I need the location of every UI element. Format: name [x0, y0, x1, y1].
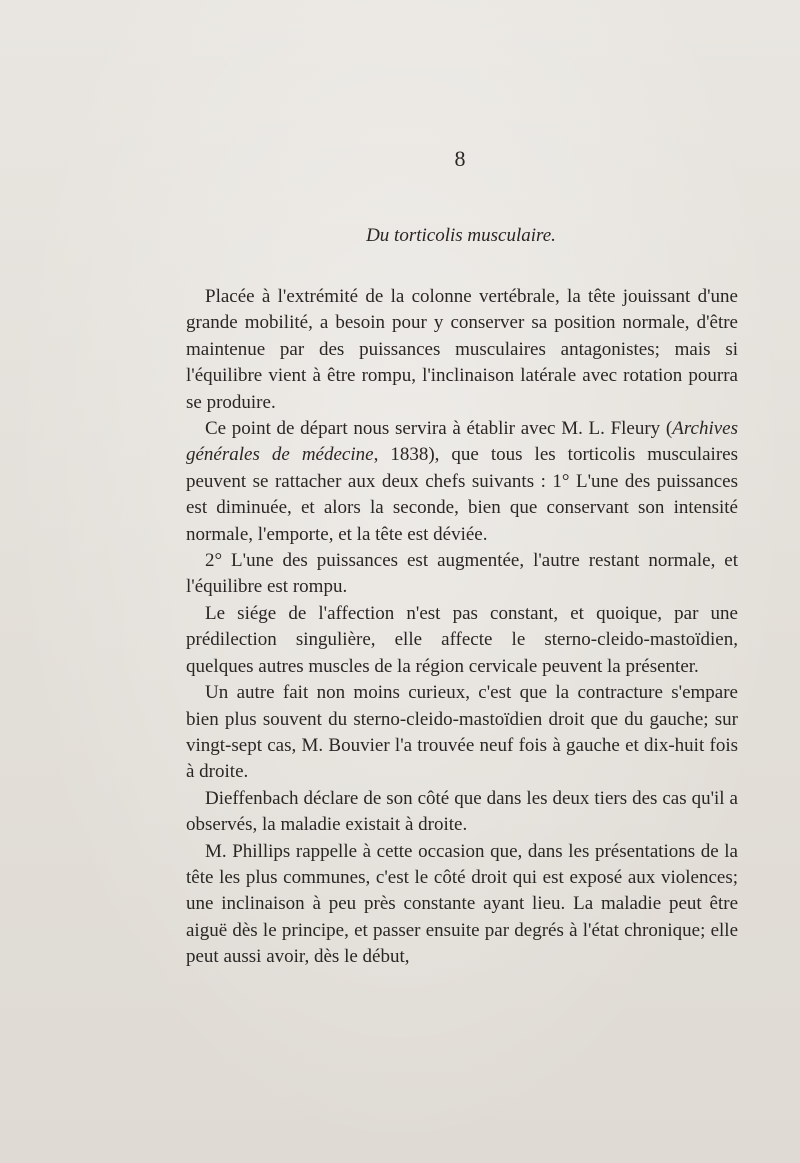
- paragraph-7: M. Phillips rappelle à cette occasion que, dans les présentations de la tête les plus communes, c'est le côté droit qui est exposé aux violences; une inclinaison à peu près constante ayant lieu. La maladie peut être aiguë dès le principe, et passer ensuite par degrés à l'état chronique; elle peut aussi avoir, dès le début,: [186, 840, 738, 968]
- body-text: [186, 284, 738, 971]
- paragraph-6: Dieffenbach déclare de son côté que dans les deux tiers des cas qu'il a observés, la maladie existait à droite.: [186, 787, 738, 836]
- paragraph-3: 2° L'une des puissances est augmentée, l'autre restant normale, et l'équilibre est rompu.: [186, 550, 738, 598]
- paragraph-4: Le siége de l'affection n'est pas constant, et quoique, par une prédilection singulière, elle affecte le sterno-cleido-mastoïdien, quelques autres muscles de la région cervicale peuvent la présenter.: [186, 602, 738, 677]
- paragraph-2-before: Ce point de départ nous servira à établir avec M. L. Fleury (: [205, 418, 673, 440]
- paragraph-2: [186, 416, 738, 548]
- section-title: Du torticolis musculaire.: [366, 225, 556, 246]
- paragraph-2-after: , 1838), que tous les torticolis musculaires peuvent se rattacher aux deux chefs suivants : 1° L'une des puissances est diminuée, et alors la seconde, bien que conservant son intensité normale, l'emporte, et la tête est déviée.: [186, 444, 738, 545]
- paragraph-5: Un autre fait non moins curieux, c'est que la contracture s'empare bien plus souvent du sterno-cleido-mastoïdien droit que du gauche; sur vingt-sept cas, M. Bouvier l'a trouvée neuf fois à gauche et dix-huit fois à droite.: [186, 682, 738, 783]
- paragraph-1: Placée à l'extrémité de la colonne vertébrale, la tête jouissant d'une grande mobilité, a besoin pour y conserver sa position normale, d'être maintenue par des puissances musculaires antagonistes; mais si l'équilibre vient à être rompu, l'inclinaison latérale avec rotation pourra se produire.: [186, 286, 738, 413]
- page-number: 8: [454, 146, 466, 171]
- citation-title: Archives générales de médecine: [186, 418, 738, 466]
